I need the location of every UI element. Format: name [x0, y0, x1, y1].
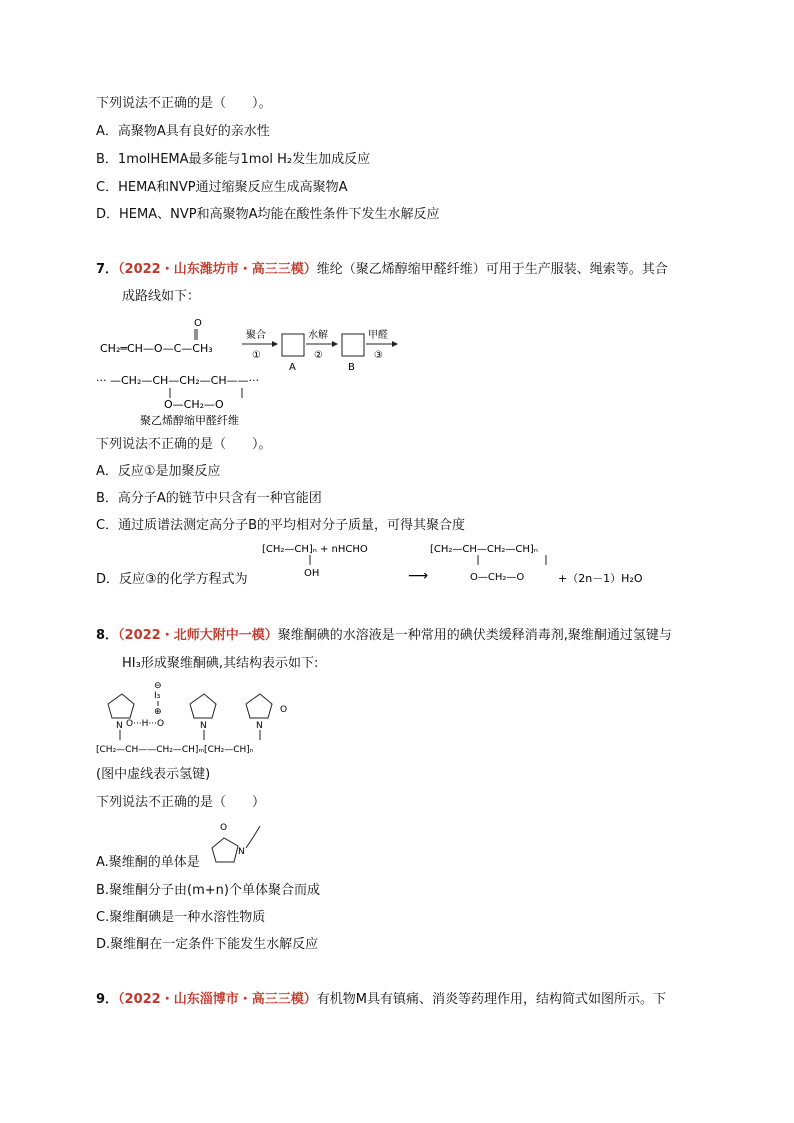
q8-monomer-figure — [198, 818, 268, 870]
q8-ring2-n: N — [200, 721, 207, 731]
q8-ring-2 — [190, 694, 216, 718]
q7-eq-tail: +（2n－1）H₂O — [558, 572, 643, 585]
q7-source: （2022・山东潍坊市・高三三模） — [118, 262, 317, 277]
q8-ring3-n: N — [256, 721, 263, 731]
q9-number: 9． — [96, 992, 119, 1007]
q8-structure-figure — [96, 676, 306, 760]
q9-intro: 有机物M具有镇痛、消炎等药理作用，结构简式如图所示。下 — [316, 992, 666, 1007]
q7-intro: 维纶（聚乙烯醇缩甲醛纤维）可用于生产服装、绳索等。其合 — [316, 262, 668, 277]
q7-eq-left: [CH₂—CH]ₙ + nHCHO — [262, 544, 368, 555]
q8-stem: 下列说法不正确的是（ ） — [96, 795, 266, 810]
q6-option-b: B．1molHEMA最多能与1mol H₂发生加成反应 — [96, 152, 371, 167]
q8-note: (图中虚线表示氢键) — [96, 767, 211, 782]
q7-reactant: CH₂═CH—O—C—CH₃ — [100, 342, 213, 355]
q7-equation — [262, 540, 662, 590]
q7-box-b — [342, 334, 364, 356]
q7-box-a — [282, 334, 304, 356]
q8-header — [96, 628, 672, 644]
q7-step2-num: ② — [314, 350, 323, 361]
q8-option-b: B.聚维酮分子由(m+n)个单体聚合而成 — [96, 883, 320, 898]
q8-monomer-n: N — [238, 847, 245, 857]
q7-carbonyl-o: O — [194, 318, 202, 329]
q7-eq-right: [CH₂—CH—CH₂—CH]ₙ — [430, 544, 538, 555]
q7-step3-num: ③ — [374, 350, 383, 361]
q8-monomer-ring — [212, 838, 238, 862]
q6-option-d: D．HEMA、NVP和高聚物A均能在酸性条件下发生水解反应 — [96, 207, 440, 222]
q7-step1-label: 聚合 — [246, 330, 266, 341]
q7-eq-oh: OH — [304, 568, 320, 579]
q7-product-name: 聚乙烯醇缩甲醛纤维 — [140, 414, 239, 427]
q8-monomer-o: O — [220, 823, 228, 833]
q8-source: （2022・北师大附中一模） — [118, 628, 278, 643]
q8-hbond: O···H···O — [126, 719, 165, 729]
q8-option-c: C.聚维酮碘是一种水溶性物质 — [96, 910, 266, 925]
q9-source: （2022・山东淄博市・高三三模） — [118, 992, 317, 1007]
q7-box-b-label: B — [348, 362, 355, 373]
q8-ring3-o: O — [280, 705, 288, 715]
q8-h-plus: ⊕ — [154, 707, 162, 717]
q7-box-a-label: A — [289, 362, 296, 373]
q7-synthesis-scheme — [96, 312, 406, 428]
q7-stem: 下列说法不正确的是（ ）。 — [96, 437, 272, 452]
q7-eq-arrow: ⟶ — [408, 568, 429, 584]
q8-ring-1 — [108, 694, 134, 718]
q7-step2-label: 水解 — [308, 330, 328, 341]
q8-ring-3 — [246, 694, 272, 718]
q8-intro: 聚维酮碘的水溶液是一种常用的碘伏类缓释消毒剂,聚维酮通过氢键与 — [277, 628, 672, 643]
q7-product-ring: O—CH₂—O — [164, 398, 224, 411]
q8-i3-minus: ⊖ — [154, 681, 162, 691]
q8-option-d: D.聚维酮在一定条件下能发生水解反应 — [96, 937, 319, 952]
q8-option-a: A.聚维酮的单体是 — [96, 855, 200, 870]
q6-stem: 下列说法不正确的是（ ）。 — [96, 96, 272, 111]
q8-ring1-n: N — [116, 721, 123, 731]
q7-option-a: A．反应①是加聚反应 — [96, 464, 221, 479]
q6-option-c: C．HEMA和NVP通过缩聚反应生成高聚物A — [96, 180, 348, 195]
q7-number: 7． — [96, 262, 119, 277]
q8-number: 8． — [96, 628, 119, 643]
q7-intro-cont: 成路线如下： — [122, 289, 201, 304]
q7-step3-label: 甲醛 — [368, 330, 388, 341]
q6-option-a: A．高聚物A具有良好的亲水性 — [96, 124, 270, 139]
q8-chain: [CH₂—CH——CH₂—CH]ₘ[CH₂—CH]ₙ — [96, 745, 254, 755]
q8-i3-label: I₃ — [154, 691, 161, 701]
q7-option-c: C．通过质谱法测定高分子B的平均相对分子质量，可得其聚合度 — [96, 518, 465, 533]
q9-header — [96, 992, 666, 1008]
q7-option-b: B．高分子A的链节中只含有一种官能团 — [96, 491, 322, 506]
q7-product-chain: ··· —CH₂—CH—CH₂—CH——··· — [96, 374, 260, 387]
q7-header — [96, 262, 668, 278]
q7-option-d: D．反应③的化学方程式为 — [96, 572, 248, 587]
q8-intro-cont: HI₃形成聚维酮碘,其结构表示如下: — [122, 656, 319, 671]
q7-eq-ring: O—CH₂—O — [470, 572, 525, 583]
q7-step1-num: ① — [252, 350, 261, 361]
